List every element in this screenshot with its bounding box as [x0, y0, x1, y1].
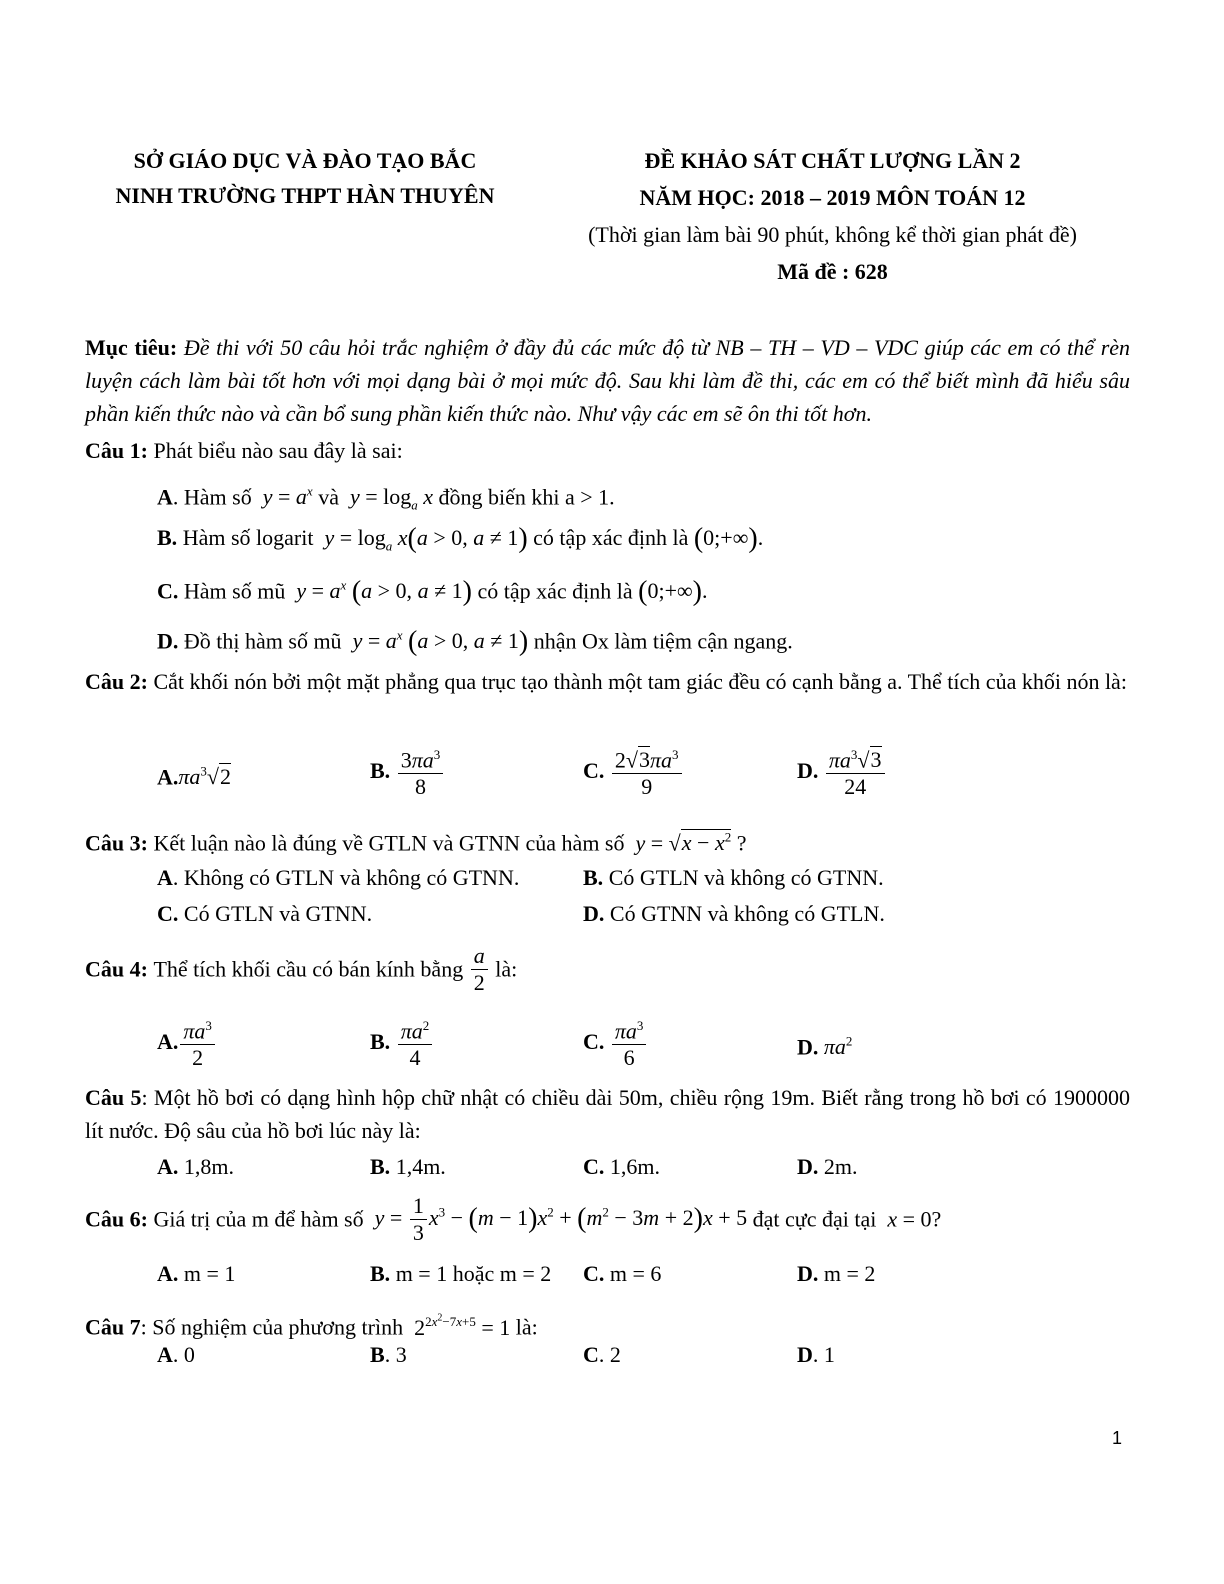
q4-text: Thể tích khối cầu có bán kính bằng [153, 956, 464, 982]
q5-option-d [797, 1151, 858, 1183]
q1-c-text1: Hàm số mũ [183, 578, 286, 604]
objective-label: Mục tiêu: [85, 335, 178, 360]
q5-d-key: D. [797, 1154, 819, 1179]
q1-a-text1: . Hàm số [172, 484, 252, 510]
q6-d-key: D. [797, 1261, 819, 1286]
q1-a-text2: và [318, 484, 339, 510]
q5-a-key: A. [157, 1154, 179, 1179]
q7-label: Câu 7 [85, 1314, 141, 1340]
q1-option-d [157, 620, 793, 658]
q6-tail: đạt cực đại tại [752, 1206, 877, 1232]
q2-a-formula: $\pi a^3√2$ [178, 764, 231, 790]
q6-a-text: m = 1 [183, 1261, 236, 1286]
exam-title: ĐỀ KHẢO SÁT CHẤT LƯỢNG LẦN 2 [644, 148, 1021, 173]
q6-text: Giá trị của m để hàm số [153, 1206, 364, 1232]
q2-d-denominator: 24 [844, 774, 867, 800]
q7-stem [85, 1303, 538, 1344]
q6-stem [85, 1193, 941, 1246]
q1-d-key: D. [157, 628, 179, 654]
q3-d-key: D. [583, 901, 605, 926]
q6-option-b [370, 1258, 551, 1290]
q2-text: Cắt khối nón bởi một mặt phẳng qua trục tạo thành một tam giác đều có cạnh bằng a. Thể tích của khối nón là: [153, 669, 1127, 694]
q1-label: Câu 1: [85, 438, 148, 463]
q7-formula: $2^{2x^2-7x+5} = 1$ [408, 1313, 511, 1340]
q7-option-b [370, 1339, 407, 1371]
q6-c-key: C. [583, 1261, 605, 1286]
q5-option-c [583, 1151, 660, 1183]
q5-label: Câu 5 [85, 1085, 142, 1110]
q1-d-text1: Đồ thị hàm số mũ [183, 628, 342, 654]
q6-a-key: A. [157, 1261, 179, 1286]
objective-paragraph [85, 331, 1130, 430]
q7-text: : Số nghiệm của phương trình [140, 1314, 404, 1340]
q3-c-text: Có GTLN và GTNN. [183, 901, 373, 926]
q1-text: Phát biểu nào sau đây là sai: [153, 438, 403, 463]
q5-d-text: 2m. [823, 1154, 858, 1179]
q1-option-c [157, 570, 708, 608]
school-line-1: SỞ GIÁO DỤC VÀ ĐÀO TẠO BẮC [133, 148, 477, 173]
q7-d-text: . 1 [812, 1342, 835, 1367]
school-line-2: NINH TRƯỜNG THPT HÀN THUYÊN [115, 183, 495, 208]
q7-b-text: . 3 [384, 1342, 407, 1367]
q4-option-b [370, 1013, 434, 1071]
q4-b-key: B. [370, 1029, 391, 1055]
q3-b-key: B. [583, 865, 604, 890]
q4-d-key: D. [797, 1034, 819, 1060]
q3-c-key: C. [157, 901, 179, 926]
q6-d-text: m = 2 [823, 1261, 876, 1286]
q4-radius-formula: $\frac{a}{2}$ [471, 943, 488, 996]
q1-stem [85, 435, 403, 467]
q1-b-text1: Hàm số logarit [182, 525, 314, 550]
q1-b-text2: có tập xác định là [533, 525, 689, 550]
q3-a-text: . Không có GTLN và không có GTNN. [172, 865, 520, 890]
q4-c-key: C. [583, 1029, 605, 1055]
q5-b-key: B. [370, 1154, 391, 1179]
q7-option-a [157, 1339, 195, 1371]
q6-c-text: m = 6 [609, 1261, 662, 1286]
q3-text: Kết luận nào là đúng về GTLN và GTNN của hàm số [153, 830, 625, 856]
q3-a-key: A [157, 865, 173, 890]
q1-b-key: B. [157, 525, 178, 550]
q2-b-denominator: 8 [414, 774, 426, 800]
exam-code: Mã đề : 628 [777, 259, 888, 284]
q1-a-formula1: $y = a^x$ [262, 484, 313, 510]
q4-label: Câu 4: [85, 956, 148, 982]
q3-tail: ? [736, 830, 747, 856]
q1-c-formula: $y = a^x$ (a > 0, a ≠ 1) [296, 576, 472, 608]
q3-b-text: Có GTLN và không có GTNN. [608, 865, 884, 890]
q3-stem [85, 822, 746, 859]
q4-d-formula: $\pi a^2$ [823, 1034, 853, 1060]
q3-option-d [583, 898, 885, 930]
q2-b-formula: $\frac{3\pi a^3}{8}$ [398, 742, 444, 800]
q1-d-formula: $y = a^x$ (a > 0, a ≠ 1) [352, 626, 529, 658]
q2-a-key: A. [157, 764, 179, 790]
q6-option-d [797, 1258, 875, 1290]
q3-option-b [583, 862, 884, 894]
objective-text: Đề thi với 50 câu hỏi trắc nghiệm ở đầy đủ các mức độ từ NB – TH – VD – VDC giúp các em có thể rèn luyện cách làm bài tốt hơn với mọi dạng bài ở mọi mức độ. Sau khi làm đề thi, các em có thể biết mình đã hiểu sâu phần kiến thức nào và cần bổ sung phần kiến thức nào. Như vậy các em sẽ ôn thi tốt hơn. [85, 335, 1131, 426]
q4-a-denominator: 2 [192, 1045, 204, 1071]
q5-b-text: 1,4m. [395, 1154, 446, 1179]
q2-label: Câu 2: [85, 669, 148, 694]
q3-formula: $y = √x - x^2$ [635, 830, 732, 856]
q1-a-key: A [157, 484, 173, 510]
q6-b-text: m = 1 hoặc m = 2 [395, 1261, 552, 1286]
q2-option-b [370, 742, 445, 800]
q7-option-d [797, 1339, 835, 1371]
q2-c-denominator: 9 [641, 774, 653, 800]
q4-c-formula: $\frac{\pi a^3}{6}$ [612, 1013, 647, 1071]
q6-label: Câu 6: [85, 1206, 148, 1232]
exam-year-subject: NĂM HỌC: 2018 – 2019 MÔN TOÁN 12 [639, 185, 1026, 210]
q4-c-denominator: 6 [623, 1045, 635, 1071]
q6-condition: x = 0? [887, 1206, 942, 1232]
q1-c-key: C. [157, 578, 179, 604]
q2-b-key: B. [370, 758, 391, 784]
q5-option-b [370, 1151, 446, 1183]
q2-option-c [583, 742, 684, 800]
q7-d-key: D [797, 1342, 813, 1367]
exam-duration: (Thời gian làm bài 90 phút, không kể thời gian phát đề) [588, 222, 1077, 247]
page-number: 1 [1112, 1428, 1123, 1448]
q1-b-formula: $y = \log_a x(a > 0$, a ≠ 1) [324, 523, 528, 554]
q2-c-key: C. [583, 758, 605, 784]
q3-option-c [157, 898, 372, 930]
q5-option-a [157, 1151, 234, 1183]
q2-d-key: D. [797, 758, 819, 784]
q7-a-key: A [157, 1342, 173, 1367]
q4-option-d [797, 1026, 852, 1063]
q4-b-formula: $\frac{\pi a^2}{4}$ [398, 1013, 433, 1071]
q6-option-a [157, 1258, 235, 1290]
q6-b-key: B. [370, 1261, 391, 1286]
q1-c-domain: (0;+∞). [638, 576, 708, 608]
q4-b-denominator: 4 [409, 1045, 421, 1071]
exam-header [560, 145, 1105, 288]
q7-c-text: . 2 [598, 1342, 621, 1367]
school-header [80, 145, 530, 212]
q6-formula: y = $\frac{1}{3}$ $x^3 - (m - 1)x^2 + (m^2 - 3m + 2)x + 5$ [374, 1193, 748, 1245]
q5-c-text: 1,6m. [609, 1154, 661, 1179]
q2-option-d [797, 742, 887, 800]
q5-text: : Một hồ bơi có dạng hình hộp chữ nhật có chiều dài 50m, chiều rộng 19m. Biết rằng trong hồ bơi có 1900000 lít nước. Độ sâu của hồ bơi lúc này là: [85, 1085, 1131, 1143]
q4-option-c [583, 1013, 648, 1071]
q7-b-key: B [370, 1342, 385, 1367]
q4-stem [85, 943, 517, 996]
q4-option-a [157, 1013, 217, 1071]
q7-a-text: . 0 [172, 1342, 195, 1367]
q1-b-domain: (0;+∞). [693, 523, 764, 554]
q4-a-formula: $\frac{\pi a^3}{2}$ [180, 1013, 215, 1071]
q2-option-a [157, 756, 231, 793]
q7-option-c [583, 1339, 621, 1371]
q4-tail: là: [495, 956, 518, 982]
q2-d-formula: $\frac{\pi a^3√3}{24}$ [826, 742, 885, 800]
q2-stem [85, 665, 1130, 698]
q1-option-b [157, 522, 763, 562]
q1-d-text2: nhận Ox làm tiệm cận ngang. [533, 628, 793, 654]
q7-tail: là: [515, 1314, 538, 1340]
q7-c-key: C [583, 1342, 599, 1367]
q3-label: Câu 3: [85, 830, 148, 856]
q4-a-key: A. [157, 1029, 179, 1055]
q2-c-formula: $\frac{2√3\pi a^3}{9}$ [612, 742, 682, 800]
q1-a-formula2: $y = \log_a x$ [349, 484, 434, 513]
q1-a-text3: đồng biến khi a > 1. [438, 484, 615, 510]
q5-stem [85, 1081, 1130, 1147]
q3-option-a [157, 862, 519, 894]
q6-option-c [583, 1258, 661, 1290]
q3-d-text: Có GTNN và không có GTLN. [609, 901, 885, 926]
q1-option-a [157, 476, 615, 522]
q5-c-key: C. [583, 1154, 605, 1179]
q1-c-text2: có tập xác định là [477, 578, 633, 604]
q5-a-text: 1,8m. [183, 1154, 235, 1179]
